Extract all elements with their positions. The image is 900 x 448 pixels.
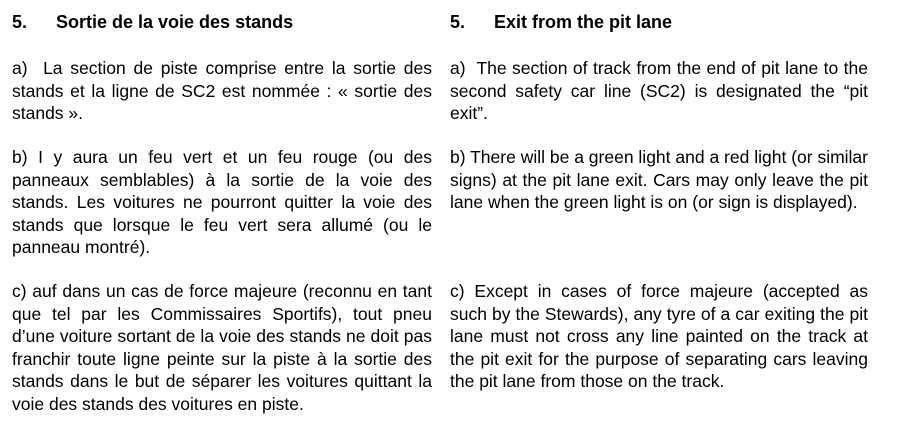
- english-heading-title: Exit from the pit lane: [494, 12, 673, 32]
- english-heading: [450, 10, 868, 34]
- french-paragraph-c: c) auf dans un cas de force majeure (reconnu en tant que tel par les Commissaires Sportifs), tout pneu d’une voiture sortant de la voie des stands ne doit pas franchir toute ligne peinte sur la piste à la sortie des stands dans le but de séparer les voitures quittant la voie des stands des voitures en piste.: [12, 281, 432, 414]
- french-paragraph-a: a) La section de piste comprise entre la sortie des stands et la ligne de SC2 est nommée : « sortie des stands ».: [12, 58, 432, 123]
- english-heading-number: 5.: [450, 12, 466, 32]
- french-heading-title: Sortie de la voie des stands: [56, 12, 294, 32]
- english-paragraph-c: c) Except in cases of force majeure (accepted as such by the Stewards), any tyre of a car exiting the pit lane must not cross any line painted on the track at the pit exit for the purpose of separating cars leaving the pit lane from those on the track.: [450, 281, 868, 391]
- english-paragraph-b: b) There will be a green light and a red light (or similar signs) at the pit lane exit. Cars may only leave the pit lane when the green light is on (or sign is displayed).: [450, 147, 868, 212]
- french-heading: [12, 10, 432, 34]
- french-paragraph-b: b) I y aura un feu vert et un feu rouge (ou des panneaux semblables) à la sortie de la voie des stands. Les voitures ne pourront quitter la voie des stands que lorsque le feu vert sera allumé (ou le panneau montré).: [12, 147, 432, 257]
- english-paragraph-a: a) The section of track from the end of pit lane to the second safety car line (SC2) is designated the “pit exit”.: [450, 58, 868, 123]
- french-heading-number: 5.: [12, 12, 28, 32]
